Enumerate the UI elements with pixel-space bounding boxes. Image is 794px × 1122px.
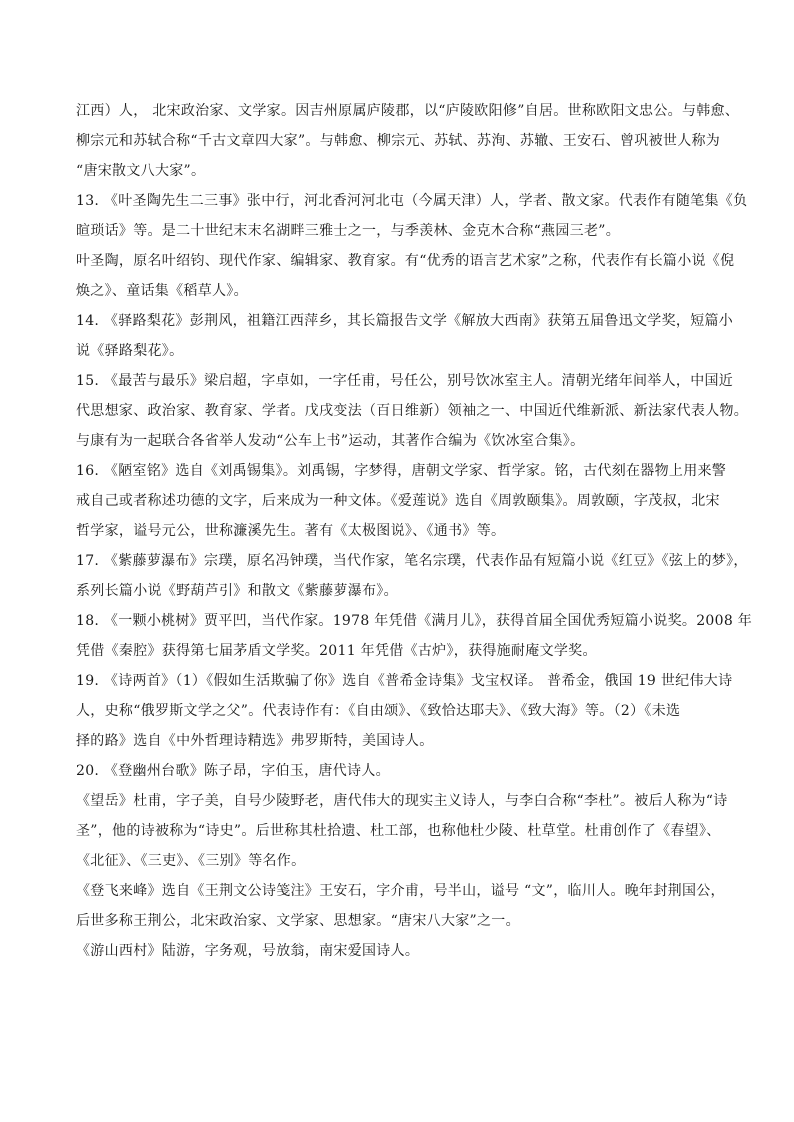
paragraph	[76, 876, 725, 936]
text-line: 17. 《紫藤萝瀑布》宗璞，原名冯钟璞，当代作家，笔名宗璞，代表作品有短篇小说《红豆》《弦上的梦》，	[76, 553, 748, 569]
text-line: 19. 《诗两首》（1）《假如生活欺骗了你》选自《普希金诗集》戈宝权译。 普希金，俄国 19 世纪伟大诗	[76, 673, 733, 689]
text-line: 凭借《秦腔》获得第七届茅盾文学奖。2011 年凭借《古炉》，获得施耐庵文学奖。	[76, 643, 597, 659]
text-line: 系列长篇小说《野葫芦引》和散文《紫藤萝瀑布》。	[76, 583, 398, 599]
paragraph	[76, 666, 733, 756]
text-line: “唐宋散文八大家”。	[76, 163, 206, 179]
text-line: 戒自己或者称述功德的文字，后来成为一种文体。《爱莲说》选自《周敦颐集》。周敦颐，字茂叔，北宋	[76, 493, 720, 509]
paragraph	[76, 546, 748, 606]
text-line: 哲学家，谥号元公，世称濂溪先生。著有《太极图说》、《通书》等。	[76, 523, 506, 539]
text-line: 圣”，他的诗被称为“诗史”。后世称其杜拾遗、杜工部，也称他杜少陵、杜草堂。杜甫创作了《春望》、	[76, 823, 721, 839]
text-line: 20. 《登幽州台歌》陈子昂，字伯玉，唐代诗人。	[76, 763, 390, 779]
document-body	[76, 96, 753, 966]
text-line: 14. 《驿路梨花》彭荆风，祖籍江西萍乡，其长篇报告文学《解放大西南》获第五届鲁迅文学奖，短篇小	[76, 313, 734, 329]
text-line: 代思想家、政治家、教育家、学者。戊戌变法（百日维新）领袖之一、中国近代维新派、新法家代表人物。	[76, 403, 749, 419]
paragraph	[76, 366, 749, 456]
text-line: 18. 《一颗小桃树》贾平凹，当代作家。1978 年凭借《满月儿》，获得首届全国优秀短篇小说奖。2008 年	[76, 613, 753, 629]
text-line: 江西）人， 北宋政治家、文学家。因吉州原属庐陵郡，以“庐陵欧阳修”自居。世称欧阳文忠公。与韩愈、	[76, 103, 740, 119]
text-line: 说《驿路梨花》。	[76, 343, 184, 359]
text-line: 人，史称“俄罗斯文学之父”。代表诗作有：《自由颂》、《致恰达耶夫》、《致大海》等。（2）《未选	[76, 703, 681, 719]
text-line: 《登飞来峰》选自《王荆文公诗笺注》王安石，字介甫，号半山，谥号 “文”，临川人。晚年封荆国公，	[76, 883, 725, 899]
text-line: 叶圣陶，原名叶绍钧、现代作家、编辑家、教育家。有“优秀的语言艺术家”之称，代表作有长篇小说《倪	[76, 253, 735, 269]
text-line: 13. 《叶圣陶先生二三事》张中行，河北香河河北屯（今属天津）人，学者、散文家。代表作有随笔集《负	[76, 193, 748, 209]
text-line: 《望岳》杜甫，字子美，自号少陵野老，唐代伟大的现实主义诗人，与李白合称“李杜”。被后人称为“诗	[76, 793, 728, 809]
text-line: 与康有为一起联合各省举人发动“公车上书”运动，其著作合编为《饮冰室合集》。	[76, 433, 585, 449]
text-line: 16. 《陋室铭》选自《刘禹锡集》。刘禹锡，字梦得，唐朝文学家、哲学家。铭，古代刻在器物上用来警	[76, 463, 727, 479]
text-line: 择的路》选自《中外哲理诗精选》弗罗斯特，美国诗人。	[76, 733, 434, 749]
text-line: 《北征》、《三吏》、《三别》等名作。	[76, 853, 306, 869]
text-line: 《游山西村》陆游，字务观，号放翁，南宋爱国诗人。	[76, 943, 420, 959]
paragraph	[76, 936, 718, 966]
paragraph	[76, 606, 753, 666]
paragraph	[76, 456, 727, 546]
text-line: 柳宗元和苏轼合称“千古文章四大家”。与韩愈、柳宗元、苏轼、苏洵、苏辙、王安石、曾巩被世人称为	[76, 133, 721, 149]
paragraph	[76, 246, 735, 306]
paragraph	[76, 96, 740, 186]
paragraph	[76, 786, 728, 876]
text-line: 暄琐话》等。是二十世纪末末名湖畔三雅士之一，与季羡林、金克木合称“燕园三老”。	[76, 223, 621, 239]
text-line: 后世多称王荆公，北宋政治家、文学家、思想家。“唐宋八大家”之一。	[76, 913, 520, 929]
paragraph	[76, 306, 734, 366]
paragraph	[76, 756, 718, 786]
text-line: 焕之》、童话集《稻草人》。	[76, 283, 248, 299]
text-line: 15. 《最苦与最乐》梁启超，字卓如，一字任甫，号任公，别号饮冰室主人。清朝光绪年间举人，中国近	[76, 373, 734, 389]
paragraph	[76, 186, 748, 246]
